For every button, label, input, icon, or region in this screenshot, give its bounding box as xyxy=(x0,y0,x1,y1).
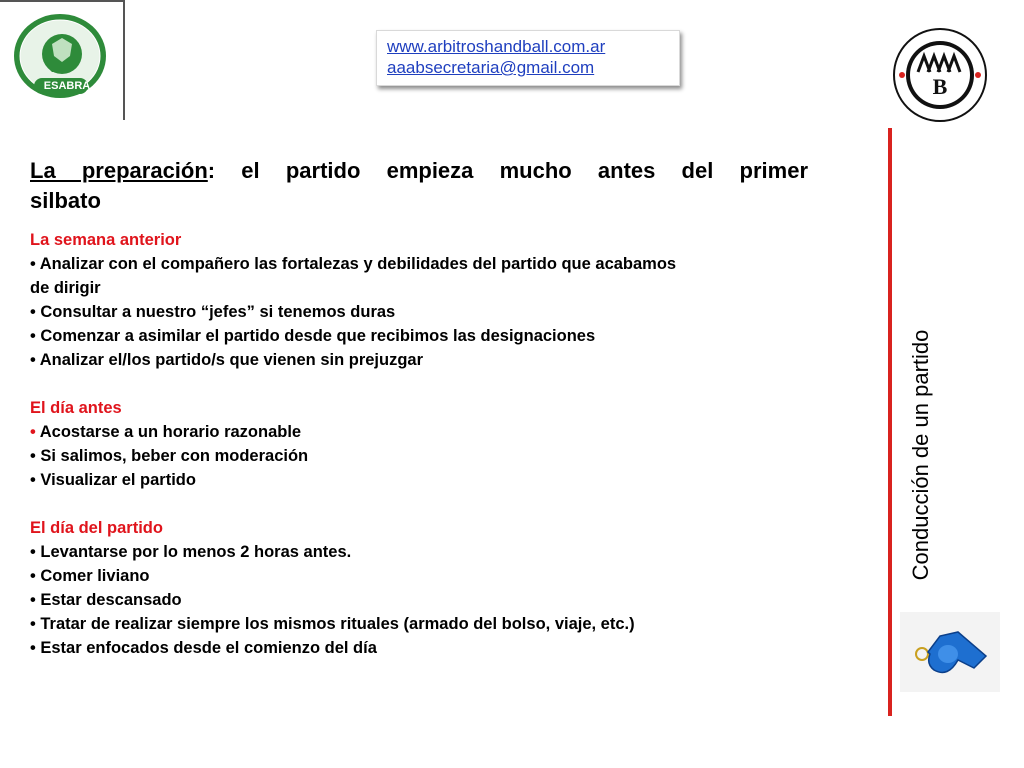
main-content xyxy=(30,156,808,660)
aaab-logo xyxy=(882,26,998,129)
whistle-image xyxy=(900,612,1000,697)
page-heading-underlined: La preparación xyxy=(30,158,208,183)
list-item: • Analizar con el compañero las fortalezas y debilidades del partido que acabamos xyxy=(30,255,677,273)
side-title-container xyxy=(896,300,946,610)
section-title: El día del partido xyxy=(30,519,163,537)
esabra-logo-text: ESABRA xyxy=(43,80,91,92)
page-heading xyxy=(30,156,808,186)
aaab-logo-letter: B xyxy=(932,74,948,99)
section-day-before xyxy=(30,396,808,492)
section-title: El día antes xyxy=(30,399,122,417)
list-item-continuation: de dirigir xyxy=(30,279,101,297)
page-heading-continuation: silbato xyxy=(30,188,101,213)
email-link[interactable]: aaabsecretaria@gmail.com xyxy=(387,58,595,77)
list-item: • Consultar a nuestro “jefes” si tenemos duras xyxy=(30,303,396,321)
list-item: • Levantarse por lo menos 2 horas antes. xyxy=(30,543,352,561)
list-item: • Visualizar el partido xyxy=(30,471,196,489)
section-match-day xyxy=(30,516,808,660)
list-item: • Si salimos, beber con moderación xyxy=(30,447,309,465)
page-heading-rest: : el partido empieza mucho antes del primer xyxy=(207,158,808,183)
list-item: • Acostarse a un horario razonable xyxy=(30,423,302,441)
vertical-divider xyxy=(888,128,892,716)
website-link[interactable]: www.arbitroshandball.com.ar xyxy=(387,37,606,56)
contact-links-box xyxy=(376,30,680,86)
list-item: • Comenzar a asimilar el partido desde que recibimos las designaciones xyxy=(30,327,596,345)
side-title: Conducción de un partido xyxy=(908,329,933,581)
list-item: • Estar descansado xyxy=(30,591,182,609)
esabra-logo xyxy=(0,0,125,120)
list-item: • Estar enfocados desde el comienzo del día xyxy=(30,639,377,657)
list-item: • Analizar el/los partido/s que vienen sin prejuzgar xyxy=(30,351,424,369)
section-title: La semana anterior xyxy=(30,231,182,249)
list-item: • Comer liviano xyxy=(30,567,150,585)
list-item: • Tratar de realizar siempre los mismos rituales (armado del bolso, viaje, etc.) xyxy=(30,615,635,633)
section-week-before xyxy=(30,228,808,372)
whistle-icon xyxy=(900,612,1000,692)
